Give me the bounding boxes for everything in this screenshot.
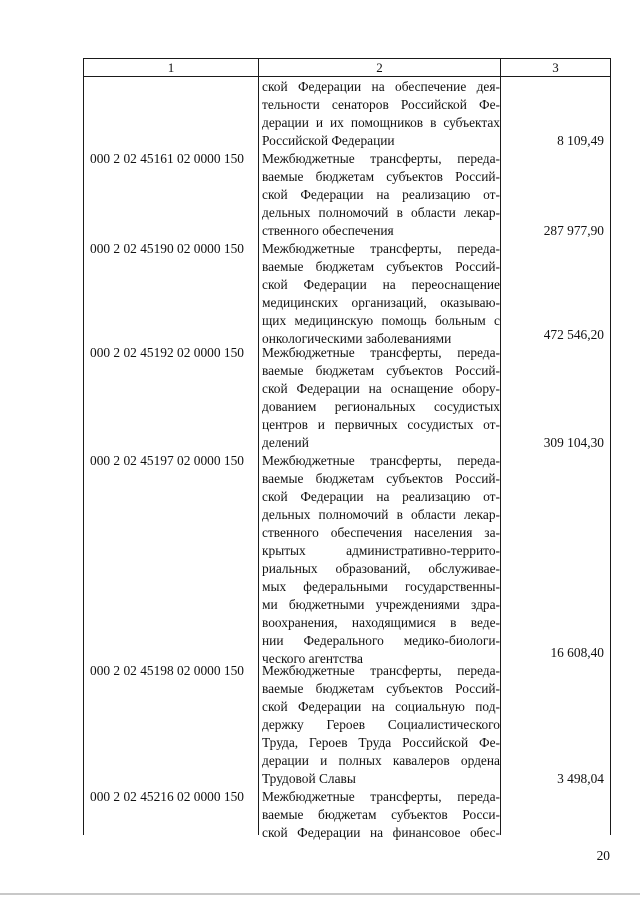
row-amount: 287 977,90	[543, 223, 604, 238]
row-code: 000 2 02 45190 02 0000 150	[90, 241, 244, 256]
row-description: Межбюджетные трансферты, переда- ваемые бюджетам субъектов Росси- ской Федерации на финансовое обес-	[262, 789, 500, 840]
row-code: 000 2 02 45192 02 0000 150	[90, 345, 244, 360]
column-header-2: 2	[376, 60, 383, 75]
scan-bottom-edge	[0, 893, 640, 895]
table-right-border	[610, 58, 611, 835]
column-divider-1	[258, 58, 259, 835]
row-description: Межбюджетные трансферты, переда- ваемые бюджетам субъектов Россий- ской Федерации на реализацию от- дельных полномочий в области лекар- ственного обеспечения населения за- крытых административно-террито- риальных образований, обслуживае- мых федеральными государственны- ми бюджетными учреждениями здра- воохранения, находящимися в веде- нии Федерального медико-биологи- ческого агентства	[262, 453, 500, 666]
column-header-3: 3	[552, 60, 559, 75]
row-description: Межбюджетные трансферты, переда- ваемые бюджетам субъектов Россий- ской Федерации на оснащение обору- дованием региональных сосудистых центров и первичных сосудистых от- делений	[262, 345, 500, 450]
row-description: Межбюджетные трансферты, переда- ваемые бюджетам субъектов Россий- ской Федерации на реализацию от- дельных полномочий в области лекар- ственного обеспечения	[262, 151, 500, 238]
page-number: 20	[596, 848, 610, 863]
row-description: Межбюджетные трансферты, переда- ваемые бюджетам субъектов Россий- ской Федерации на социальную под- держку Героев Социалистического Труда, Героев Труда Российской Фе- дерации и полных кавалеров ордена Трудовой Славы	[262, 663, 500, 786]
table-left-border	[83, 58, 84, 835]
row-amount: 309 104,30	[543, 435, 604, 450]
row-code: 000 2 02 45198 02 0000 150	[90, 663, 244, 678]
row-code: 000 2 02 45161 02 0000 150	[90, 151, 244, 166]
row-amount: 3 498,04	[557, 771, 604, 786]
row-description: Межбюджетные трансферты, переда- ваемые бюджетам субъектов Россий- ской Федерации на переоснащение медицинских организаций, оказываю- щих медицинскую помощь больным с онкологическими заболеваниями	[262, 241, 500, 346]
continued-description: ской Федерации на обеспечение дея- тельности сенаторов Российской Фе- дерации и их помощников в субъектах Российской Федерации	[262, 79, 500, 148]
continued-amount: 8 109,49	[557, 133, 604, 148]
row-amount: 472 546,20	[543, 327, 604, 342]
header-bottom-border	[83, 76, 611, 77]
row-code: 000 2 02 45197 02 0000 150	[90, 453, 244, 468]
row-amount: 16 608,40	[550, 645, 604, 660]
row-code: 000 2 02 45216 02 0000 150	[90, 789, 244, 804]
column-header-1: 1	[167, 60, 175, 75]
